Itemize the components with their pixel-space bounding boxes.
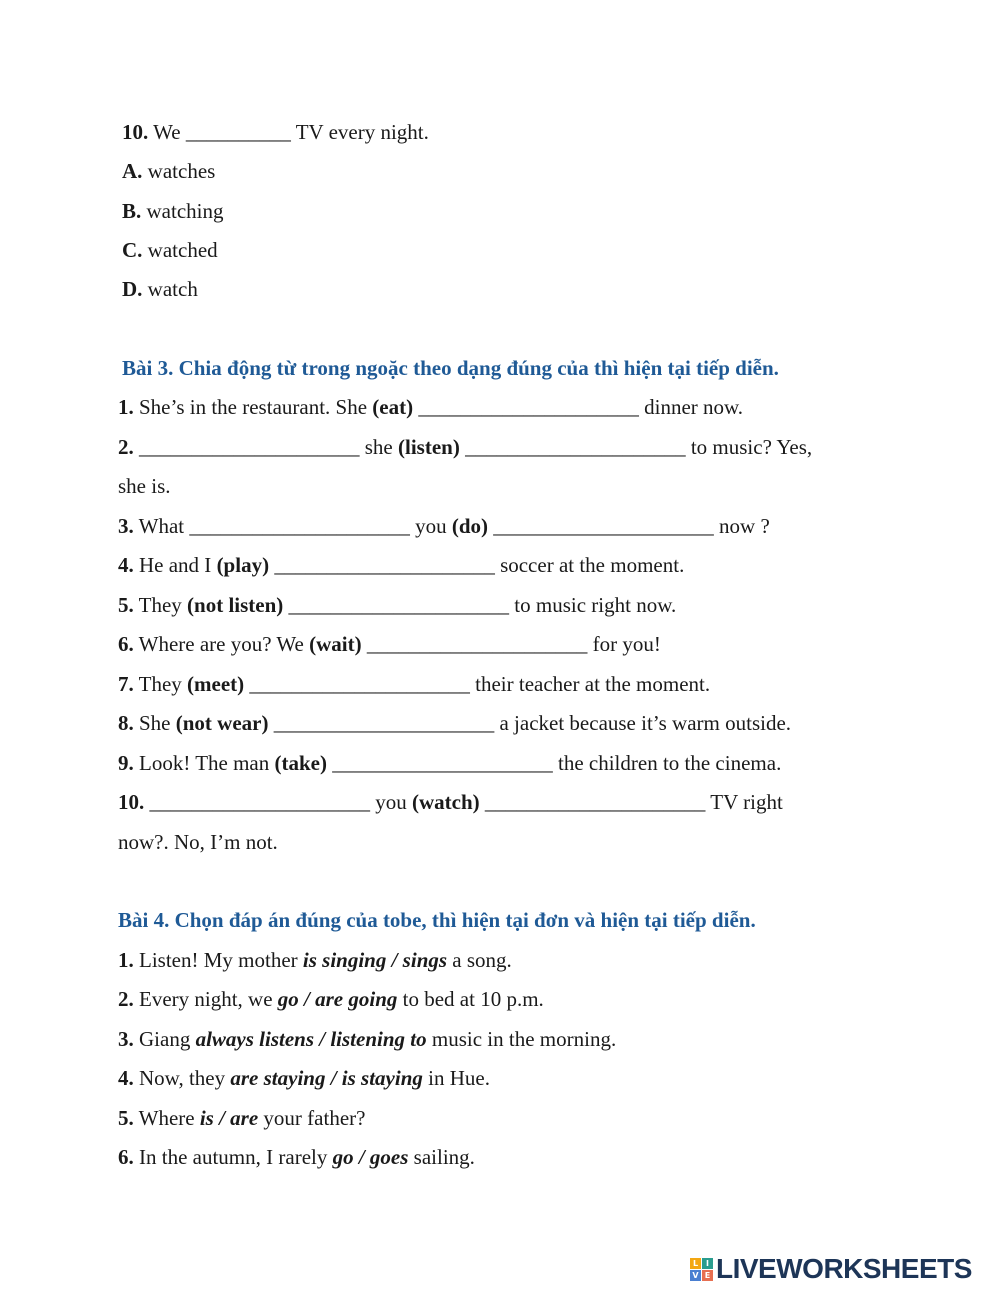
- section-heading-bai-3: Bài 3. Chia động từ trong ngoặc theo dạng đúng của thì hiện tại tiếp diễn.: [122, 356, 779, 380]
- option-d: D. watch: [122, 277, 198, 301]
- logo-mark-icon: L I V E: [690, 1258, 713, 1281]
- exercise-item-continuation: now?. No, I’m not.: [118, 830, 278, 854]
- question-text: We __________ TV every night.: [148, 120, 429, 144]
- logo-text: LIVEWORKSHEETS: [716, 1253, 972, 1284]
- exercise-item: 8. She (not wear) _____________________ a jacket because it’s warm outside.: [118, 711, 792, 735]
- exercise-item: 3. Giang always listens / listening to music in the morning.: [118, 1027, 617, 1051]
- exercise-item: 7. They (meet) _____________________ their teacher at the moment.: [118, 672, 711, 696]
- exercise-item: 3. What _____________________ you (do) _____________________ now ?: [118, 514, 770, 538]
- exercise-item: 4. Now, they are staying / is staying in Hue.: [118, 1066, 490, 1090]
- exercise-item: 1. She’s in the restaurant. She (eat) _____________________ dinner now.: [118, 395, 744, 419]
- exercise-item: 6. Where are you? We (wait) _____________________ for you!: [118, 632, 661, 656]
- exercise-item: 4. He and I (play) _____________________ soccer at the moment.: [118, 553, 685, 577]
- exercise-item: 9. Look! The man (take) _____________________ the children to the cinema.: [118, 751, 782, 775]
- exercise-item: 5. They (not listen) _____________________ to music right now.: [118, 593, 677, 617]
- question-10: [122, 119, 429, 145]
- exercise-item: 2. Every night, we go / are going to bed at 10 p.m.: [118, 987, 544, 1011]
- exercise-item: 10. _____________________ you (watch) _____________________ TV right: [118, 790, 783, 814]
- exercise-item: 1. Listen! My mother is singing / sings a song.: [118, 948, 512, 972]
- option-a: A. watches: [122, 159, 216, 183]
- exercise-item: 6. In the autumn, I rarely go / goes sailing.: [118, 1145, 475, 1169]
- option-c: C. watched: [122, 238, 218, 262]
- question-number: 10.: [122, 120, 149, 144]
- liveworksheets-logo[interactable]: [690, 1254, 972, 1284]
- option-b: B. watching: [122, 199, 224, 223]
- exercise-item-continuation: she is.: [118, 474, 171, 498]
- section-heading-bai-4: Bài 4. Chọn đáp án đúng của tobe, thì hiện tại đơn và hiện tại tiếp diễn.: [118, 908, 756, 932]
- exercise-item: 5. Where is / are your father?: [118, 1106, 366, 1130]
- exercise-item: 2. _____________________ she (listen) _____________________ to music? Yes,: [118, 435, 813, 459]
